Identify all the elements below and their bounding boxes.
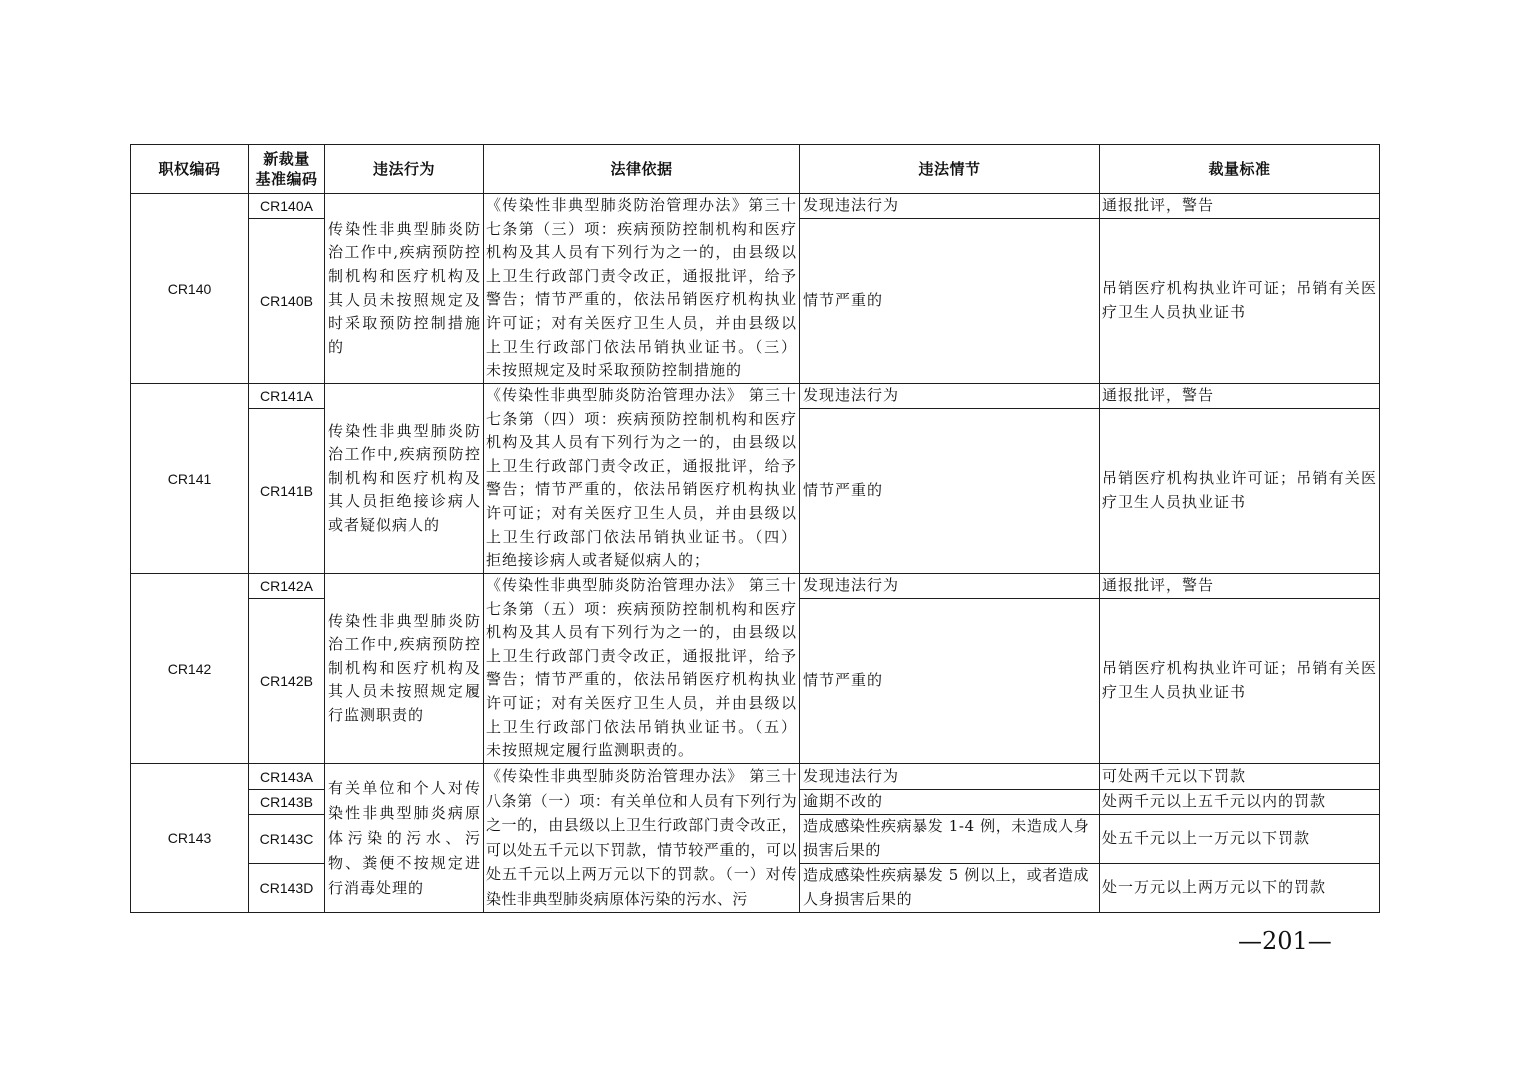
discretion-code-text: CR143B xyxy=(260,794,313,810)
violation-cell xyxy=(325,764,484,913)
circumstance-cell xyxy=(800,574,1100,599)
circumstance-text: 造成感染性疾病暴发 1-4 例，未造成人身损害后果的 xyxy=(803,817,1090,859)
circumstance-text: 情节严重的 xyxy=(803,481,884,500)
legal-basis-text: 《传染性非典型肺炎防治管理办法》 第三十七条第（五）项：疾病预防控制机构和医疗机构及其人员有下列行为之一的，由县级以上卫生行政部门责令改正，通报批评，给予警告；情节严重的，依法吊销医疗机构执业许可证；对有关医疗卫生人员，并由县级以上卫生行政部门依法吊销执业证书。（五）未按照规定履行监测职责的。 xyxy=(486,576,797,760)
standard-cell xyxy=(1100,574,1380,599)
legal-basis-text: 《传染性非典型肺炎防治管理办法》 第三十八条第（一）项：有关单位和人员有下列行为之一的，由县级以上卫生行政部门责令改正，可以处五千元以下罚款，情节较严重的，可以处五千元以上两万元以下的罚款。（一）对传染性非典型肺炎病原体污染的污水、污 xyxy=(486,767,797,908)
circumstance-cell xyxy=(800,790,1100,815)
standard-cell xyxy=(1100,219,1380,384)
authority-code-text: CR140 xyxy=(167,280,212,297)
header-discretion-code-label-line2: 基准编码 xyxy=(255,170,318,188)
standard-cell xyxy=(1100,384,1380,409)
standard-cell xyxy=(1100,790,1380,815)
circumstance-text: 造成感染性疾病暴发 5 例以上，或者造成人身损害后果的 xyxy=(803,866,1090,908)
violation-cell xyxy=(325,194,484,384)
circumstance-cell xyxy=(800,409,1100,574)
legal-basis-text: 《传染性非典型肺炎防治管理办法》 第三十七条第（四）项：疾病预防控制机构和医疗机构及其人员有下列行为之一的，由县级以上卫生行政部门责令改正，通报批评，给予警告；情节严重的，依法吊销医疗机构执业许可证；对有关医疗卫生人员，并由县级以上卫生行政部门依法吊销执业证书。（四）拒绝接诊病人或者疑似病人的； xyxy=(486,386,797,570)
header-discretion-code-label-line1: 新裁量 xyxy=(263,150,310,168)
discretion-code-text: CR142A xyxy=(260,578,313,594)
authority-code-cell xyxy=(131,194,249,384)
standard-cell xyxy=(1100,764,1380,790)
header-standard-label: 裁量标准 xyxy=(1208,160,1271,178)
circumstance-cell xyxy=(800,219,1100,384)
discretion-code-cell xyxy=(249,384,325,409)
header-legal-basis-cell xyxy=(484,145,800,194)
authority-code-cell xyxy=(131,574,249,764)
circumstance-cell xyxy=(800,599,1100,764)
standard-cell xyxy=(1100,599,1380,764)
standard-cell xyxy=(1100,194,1380,219)
standard-text: 吊销医疗机构执业许可证；吊销有关医疗卫生人员执业证书 xyxy=(1102,279,1377,321)
discretion-code-text: CR143D xyxy=(259,880,314,896)
discretion-code-cell xyxy=(249,864,325,913)
header-violation-label: 违法行为 xyxy=(372,160,435,178)
violation-text: 有关单位和个人对传染性非典型肺炎病原体污染的污水、污物、粪便不按规定进行消毒处理的 xyxy=(328,778,481,897)
legal-basis-cell xyxy=(484,764,800,913)
violation-text: 传染性非典型肺炎防治工作中,疾病预防控制机构和医疗机构及其人员未按照规定履行监测职责的 xyxy=(328,611,481,724)
standard-text: 通报批评，警告 xyxy=(1102,576,1215,595)
authority-code-cell xyxy=(131,764,249,913)
violation-cell xyxy=(325,384,484,574)
standard-text: 处五千元以上一万元以下罚款 xyxy=(1102,829,1311,848)
standard-text: 处两千元以上五千元以内的罚款 xyxy=(1102,792,1327,811)
standard-cell xyxy=(1100,864,1380,913)
discretion-code-text: CR140B xyxy=(260,293,313,309)
header-authority-code-cell xyxy=(131,145,249,194)
authority-code-text: CR143 xyxy=(167,830,212,846)
discretion-code-text: CR141A xyxy=(260,388,313,404)
discretion-code-cell xyxy=(249,409,325,574)
header-standard-cell xyxy=(1100,145,1380,194)
discretion-code-text: CR142B xyxy=(260,673,313,689)
circumstance-text: 情节严重的 xyxy=(803,671,884,690)
circumstance-text: 发现违法行为 xyxy=(803,766,900,785)
discretion-code-cell xyxy=(249,764,325,790)
legal-basis-cell xyxy=(484,574,800,764)
header-discretion-code-cell xyxy=(249,145,325,194)
discretion-code-text: CR143A xyxy=(260,768,313,785)
standard-text: 处一万元以上两万元以下的罚款 xyxy=(1102,878,1327,897)
standard-cell xyxy=(1100,815,1380,864)
violation-text: 传染性非典型肺炎防治工作中,疾病预防控制机构和医疗机构及其人员拒绝接诊病人或者疑似病人的 xyxy=(328,421,481,534)
standard-text: 通报批评，警告 xyxy=(1102,386,1215,405)
circumstance-text: 发现违法行为 xyxy=(803,386,900,405)
standard-cell xyxy=(1100,409,1380,574)
discretion-code-cell xyxy=(249,815,325,864)
discretion-code-text: CR143C xyxy=(259,831,314,847)
legal-basis-cell xyxy=(484,194,800,384)
discretion-code-cell xyxy=(249,790,325,815)
header-violation-cell xyxy=(325,145,484,194)
violation-text: 传染性非典型肺炎防治工作中,疾病预防控制机构和医疗机构及其人员未按照规定及时采取预防控制措施的 xyxy=(328,219,481,356)
discretion-standard-table xyxy=(130,144,1380,913)
legal-basis-cell xyxy=(484,384,800,574)
circumstance-cell xyxy=(800,864,1100,913)
discretion-code-cell xyxy=(249,599,325,764)
page-number: —201— xyxy=(1238,927,1332,955)
discretion-code-text: CR140A xyxy=(260,198,313,214)
circumstance-cell xyxy=(800,815,1100,864)
circumstance-text: 逾期不改的 xyxy=(803,792,884,811)
violation-cell xyxy=(325,574,484,764)
header-authority-code-label: 职权编码 xyxy=(158,160,221,178)
standard-text: 吊销医疗机构执业许可证；吊销有关医疗卫生人员执业证书 xyxy=(1102,469,1377,511)
header-circumstance-cell xyxy=(800,145,1100,194)
discretion-code-cell xyxy=(249,574,325,599)
authority-code-cell xyxy=(131,384,249,574)
standard-text: 通报批评，警告 xyxy=(1102,196,1215,215)
authority-code-text: CR142 xyxy=(167,660,212,677)
standard-text: 可处两千元以下罚款 xyxy=(1102,766,1247,785)
authority-code-text: CR141 xyxy=(167,470,212,487)
discretion-code-cell xyxy=(249,194,325,219)
discretion-code-text: CR141B xyxy=(260,483,313,499)
circumstance-text: 发现违法行为 xyxy=(803,196,900,215)
standard-text: 吊销医疗机构执业许可证；吊销有关医疗卫生人员执业证书 xyxy=(1102,659,1377,701)
legal-basis-text: 《传染性非典型肺炎防治管理办法》第三十七条第（三）项：疾病预防控制机构和医疗机构及其人员有下列行为之一的，由县级以上卫生行政部门责令改正，通报批评，给予警告；情节严重的，依法吊销医疗机构执业许可证；对有关医疗卫生人员，并由县级以上卫生行政部门依法吊销执业证书。（三）未按照规定及时采取预防控制措施的 xyxy=(486,196,797,380)
circumstance-cell xyxy=(800,194,1100,219)
circumstance-text: 情节严重的 xyxy=(803,291,884,310)
circumstance-cell xyxy=(800,764,1100,790)
circumstance-cell xyxy=(800,384,1100,409)
discretion-code-cell xyxy=(249,219,325,384)
circumstance-text: 发现违法行为 xyxy=(803,576,900,595)
header-circumstance-label: 违法情节 xyxy=(918,160,981,178)
header-legal-basis-label: 法律依据 xyxy=(610,160,673,178)
